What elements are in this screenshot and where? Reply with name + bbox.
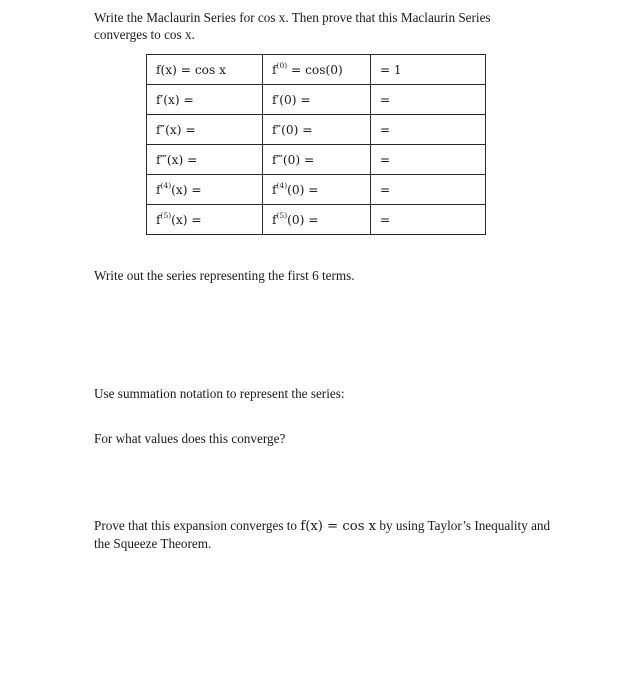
derivative-order-superscript: (5) (160, 210, 172, 220)
result-cell: = (371, 175, 486, 205)
table-row (147, 115, 486, 145)
question-convergence-values: For what values does this converge? (94, 431, 286, 446)
value-at-zero-cell: $f^{(4)}(0)$ = (263, 175, 371, 205)
function-cell: f‴(x) = (147, 145, 263, 175)
table-row (147, 175, 486, 205)
result-cell: = (371, 115, 486, 145)
function-cell: f′(x) = (147, 85, 263, 115)
value-at-zero-cell: $f^{(5)}(0)$ = (263, 205, 371, 235)
table-row (147, 205, 486, 235)
result-cell: = (371, 85, 486, 115)
value-at-zero-cell: f‴(0) = (263, 145, 371, 175)
question-summation-notation: Use summation notation to represent the series: (94, 386, 345, 401)
value-at-zero-cell: f″(0) = (263, 115, 371, 145)
derivatives-table (146, 54, 486, 235)
question-prove-convergence (94, 517, 564, 552)
derivative-order-superscript: (5) (276, 210, 288, 220)
table-row (147, 85, 486, 115)
result-cell: = (371, 205, 486, 235)
table-row (147, 55, 486, 85)
function-cell: f″(x) = (147, 115, 263, 145)
question-first-six-terms: Write out the series representing the first 6 terms. (94, 268, 355, 283)
prove-function-math: f(x) = cos x (300, 519, 377, 534)
derivative-order-superscript: (4) (276, 180, 288, 190)
value-at-zero-cell: $f^{(0)} = \cos(0)$ (263, 55, 371, 85)
table-row (147, 145, 486, 175)
result-cell: = 1 (371, 55, 486, 85)
value-at-zero-cell: f′(0) = (263, 85, 371, 115)
function-cell: $f^{(5)}(x)$ = (147, 205, 263, 235)
intro-instructions: Write the Maclaurin Series for cos x. Then prove that this Maclaurin Series converges to cos x. (94, 10, 491, 42)
derivative-order-superscript: (0) (276, 60, 288, 70)
function-cell: $f^{(4)}(x)$ = (147, 175, 263, 205)
function-cell: f(x) = cos x (147, 55, 263, 85)
derivative-order-superscript: (4) (160, 180, 172, 190)
prove-text-end: by using Taylor’s Inequality and the Squeeze Theorem. (94, 518, 551, 551)
result-cell: = (371, 145, 486, 175)
prove-text-start: Prove that this expansion converges to (94, 518, 301, 533)
